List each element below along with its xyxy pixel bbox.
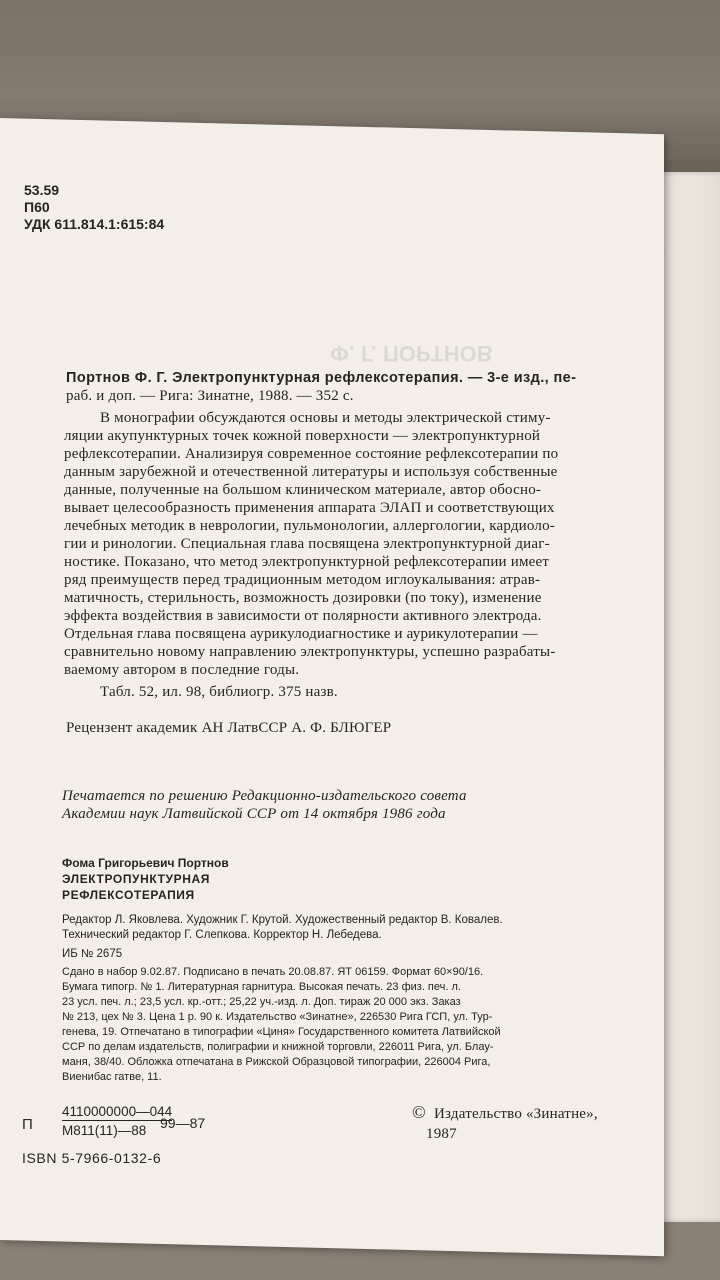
annotation-line: матичность, стерильность, возможность дозировки (по току), изменение	[64, 590, 542, 606]
imprint-line: ИБ № 2675	[62, 948, 123, 960]
annotation-line: ряд преимуществ перед традиционным методом иглоукалывания: атрав-	[64, 572, 541, 588]
show-through-text: Ф. Г. ПОРТНОВ	[330, 341, 493, 366]
approval-line: Академии наук Латвийской ССР от 14 октября 1986 года	[62, 806, 446, 822]
copyright-year: 1987	[426, 1126, 457, 1142]
credits-line: Технический редактор Г. Слепкова. Корректор Н. Лебедева.	[62, 929, 382, 941]
imprint-line: генева, 19. Отпечатано в типографии «Циня» Государственного комитета Латвийской	[62, 1026, 501, 1038]
author-mark: П60	[24, 199, 50, 215]
imprint-line: Сдано в набор 9.02.87. Подписано в печать 20.08.87. ЯТ 06159. Формат 60×90/16.	[62, 966, 484, 978]
annotation-line: гии и ринологии. Специальная глава посвящена электропунктурной диаг-	[64, 536, 550, 552]
annotation-line: рефлексотерапии. Анализируя современное состояние рефлексотерапии по	[64, 446, 559, 462]
statistics-line: Табл. 52, ил. 98, библиогр. 375 назв.	[100, 684, 338, 700]
credits-line: Редактор Л. Яковлева. Художник Г. Крутой. Художественный редактор В. Ковалев.	[62, 914, 503, 926]
annotation-line: данным зарубежной и отечественной литературы и используя собственные	[64, 464, 558, 480]
imprint-line: № 213, цех № 3. Цена 1 р. 90 к. Издательство «Зинатне», 226530 Рига ГСП, ул. Тур-	[62, 1011, 493, 1023]
author-name: Фома Григорьевич Портнов	[62, 856, 229, 870]
bibliographic-heading: Портнов Ф. Г. Электропунктурная рефлексотерапия. — 3-е изд., пе-	[66, 370, 577, 386]
annotation-line: эффекта воздействия в зависимости от полярности активного электрода.	[64, 608, 542, 624]
code-suffix: 99—87	[160, 1115, 206, 1131]
annotation-line: В монографии обсуждаются основы и методы электрической стиму-	[100, 410, 551, 426]
isbn: ISBN 5-7966-0132-6	[22, 1150, 162, 1166]
annotation-line: лечебных методик в неврологии, пульмонологии, аллергологии, кардиоло-	[64, 518, 555, 534]
imprint-line: 23 усл. печ. л.; 23,5 усл. кр.-отт.; 25,22 уч.-изд. л. Доп. тираж 20 000 экз. Заказ	[62, 996, 461, 1008]
code-letter: П	[22, 1116, 33, 1133]
imprint-line: ССР по делам издательств, полиграфии и книжной торговли, 226011 Рига, ул. Блау-	[62, 1041, 494, 1053]
bibliographic-line-2: раб. и доп. — Рига: Зинатне, 1988. — 352 с.	[66, 388, 354, 404]
code-numerator: 4110000000—044	[62, 1104, 173, 1119]
annotation-line: сравнительно новому направлению электропунктуры, успешно разрабаты-	[64, 644, 556, 660]
approval-line: Печатается по решению Редакционно-издательского совета	[62, 788, 467, 804]
imprint-line: Бумага типогр. № 1. Литературная гарнитура. Высокая печать. 23 физ. печ. л.	[62, 981, 461, 993]
annotation-line: данные, полученные на большом клиническом материале, автор обосно-	[64, 482, 542, 498]
annotation-line: ностике. Показано, что метод электропунктурной рефлексотерапии имеет	[64, 554, 550, 570]
imprint-line: маня, 38/40. Обложка отпечатана в Рижской Образцовой типографии, 226004 Рига,	[62, 1056, 491, 1068]
code-denominator: М811(11)—88	[62, 1123, 147, 1138]
annotation-line: Отдельная глава посвящена аурикулодиагностике и аурикулотерапии —	[64, 626, 538, 642]
book-title-line-2: РЕФЛЕКСОТЕРАПИЯ	[62, 888, 195, 902]
reviewer-line: Рецензент академик АН ЛатвССР А. Ф. БЛЮГЕР	[66, 720, 392, 736]
copyright-icon: ©	[412, 1102, 426, 1122]
next-page-edge	[656, 172, 720, 1222]
annotation-line: ляции акупунктурных точек кожной поверхности — электропунктурной	[64, 428, 541, 444]
bbk-code: 53.59	[24, 182, 60, 198]
imprint-line: Виенибас гатве, 11.	[62, 1071, 162, 1083]
book-title-line-1: ЭЛЕКТРОПУНКТУРНАЯ	[62, 872, 210, 886]
bibliographic-line-1	[66, 370, 576, 387]
udk-code: УДК 611.814.1:615:84	[24, 216, 165, 232]
copyright-publisher: Издательство «Зинатне»,	[434, 1106, 598, 1122]
annotation-line: ваемому автором в последние годы.	[64, 662, 300, 678]
annotation-line: вывает целесообразность применения аппарата ЭЛАП и соответствующих	[64, 500, 555, 516]
